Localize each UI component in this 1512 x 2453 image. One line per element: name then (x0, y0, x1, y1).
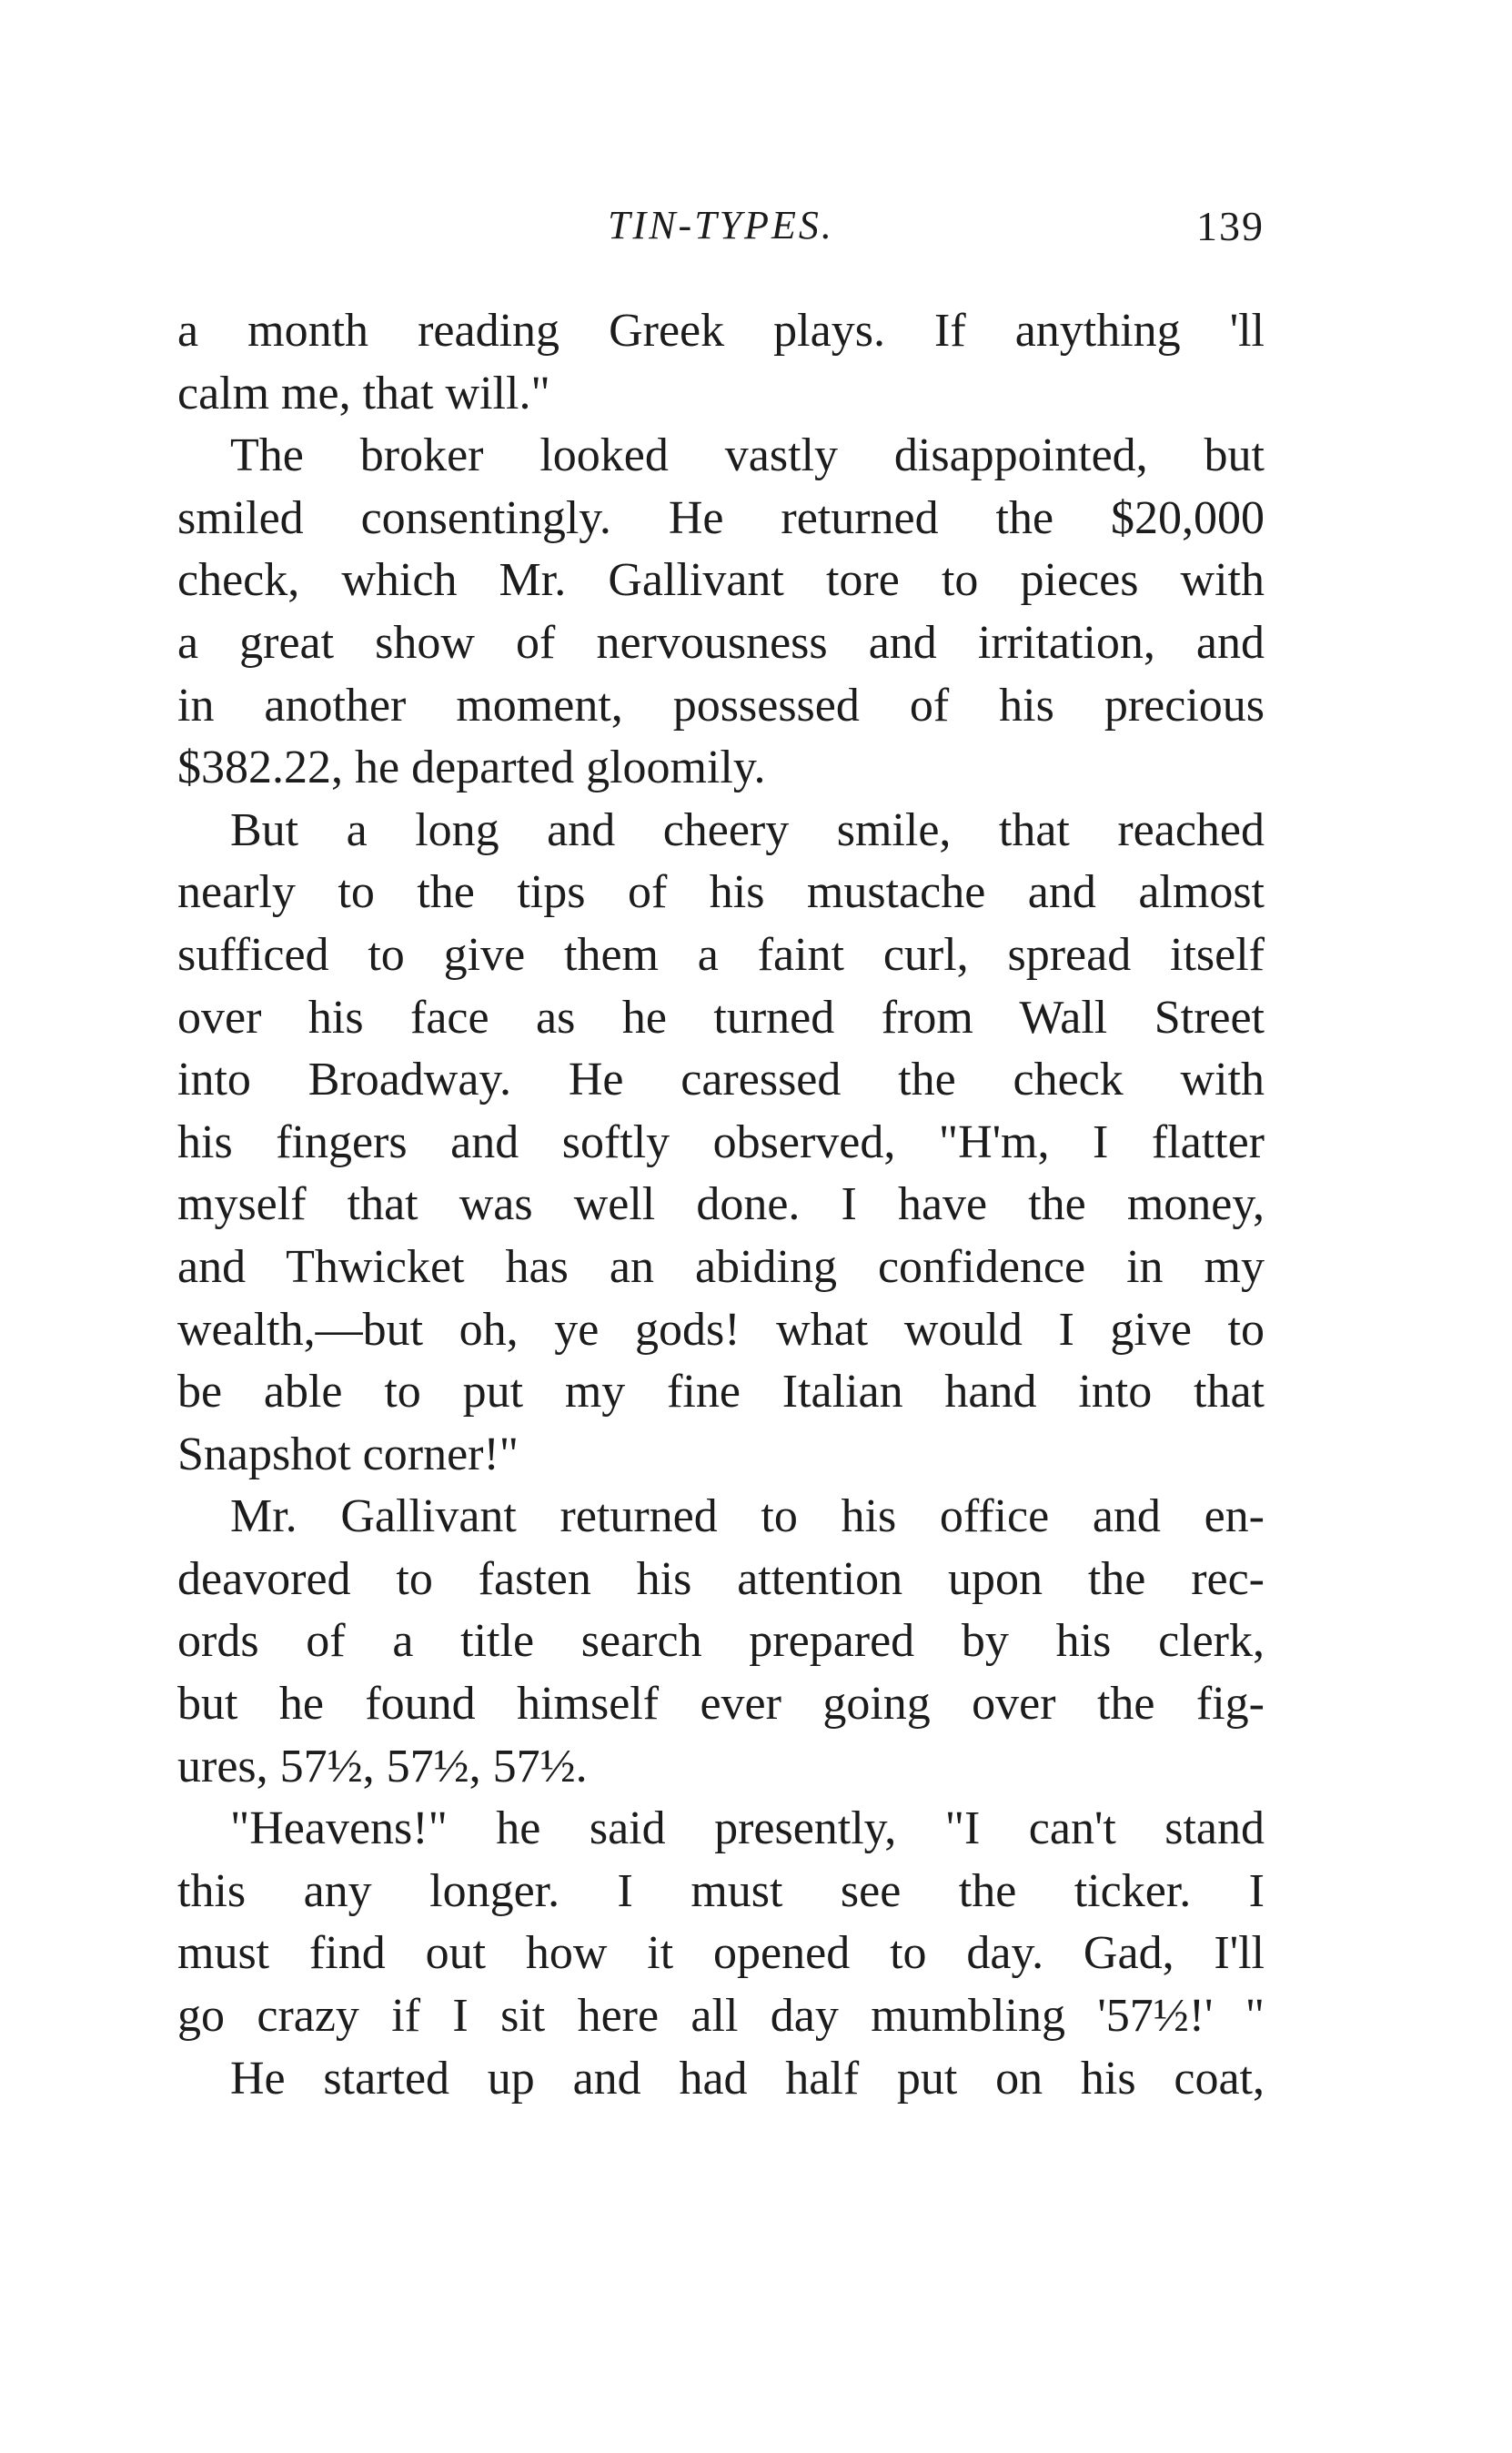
text-line: go crazy if I sit here all day mumbling '57½!' " (177, 1990, 1265, 2043)
text-line: nearly to the tips of his mustache and almost (177, 866, 1265, 919)
text-line: in another moment, possessed of his precious (177, 679, 1265, 732)
text-line: The broker looked vastly disappointed, but (230, 429, 1265, 482)
running-head (177, 202, 1265, 257)
text-line: sufficed to give them a faint curl, spread itself (177, 928, 1265, 981)
text-line: over his face as he turned from Wall Street (177, 991, 1265, 1044)
text-line: but he found himself ever going over the fig- (177, 1678, 1265, 1731)
text-line: his fingers and softly observed, "H'm, I flatter (177, 1115, 1265, 1168)
text-line: and Thwicket has an abiding confidence in my (177, 1240, 1265, 1293)
text-line: $382.22, he departed gloomily. (177, 742, 766, 794)
text-line: ures, 57½, 57½, 57½. (177, 1740, 588, 1792)
text-line: deavored to fasten his attention upon the rec- (177, 1552, 1265, 1605)
text-line: this any longer. I must see the ticker. I (177, 1864, 1265, 1917)
text-line: Snapshot corner!" (177, 1428, 519, 1480)
text-line: He started up and had half put on his coat, (230, 2052, 1265, 2105)
text-line: check, which Mr. Gallivant tore to pieces with (177, 554, 1265, 607)
text-line: ords of a title search prepared by his clerk, (177, 1615, 1265, 1668)
page-number: 139 (1196, 203, 1265, 249)
text-line: must find out how it opened to day. Gad, I'll (177, 1927, 1265, 1980)
text-line: be able to put my fine Italian hand into that (177, 1366, 1265, 1418)
text-line: smiled consentingly. He returned the $20,000 (177, 491, 1265, 544)
text-line: into Broadway. He caressed the check with (177, 1054, 1265, 1106)
text-line: "Heavens!" he said presently, "I can't stand (230, 1802, 1265, 1855)
text-line: a month reading Greek plays. If anything 'll (177, 305, 1265, 357)
body-text (177, 300, 1265, 2110)
text-line: But a long and cheery smile, that reached (230, 803, 1265, 856)
text-line: calm me, that will." (177, 367, 550, 419)
text-line: Mr. Gallivant returned to his office and en- (230, 1490, 1265, 1543)
running-title: TIN-TYPES. (608, 203, 834, 247)
text-line: a great show of nervousness and irritation, and (177, 616, 1265, 669)
text-line: wealth,—but oh, ye gods! what would I give to (177, 1303, 1265, 1356)
text-line: myself that was well done. I have the money, (177, 1178, 1265, 1231)
